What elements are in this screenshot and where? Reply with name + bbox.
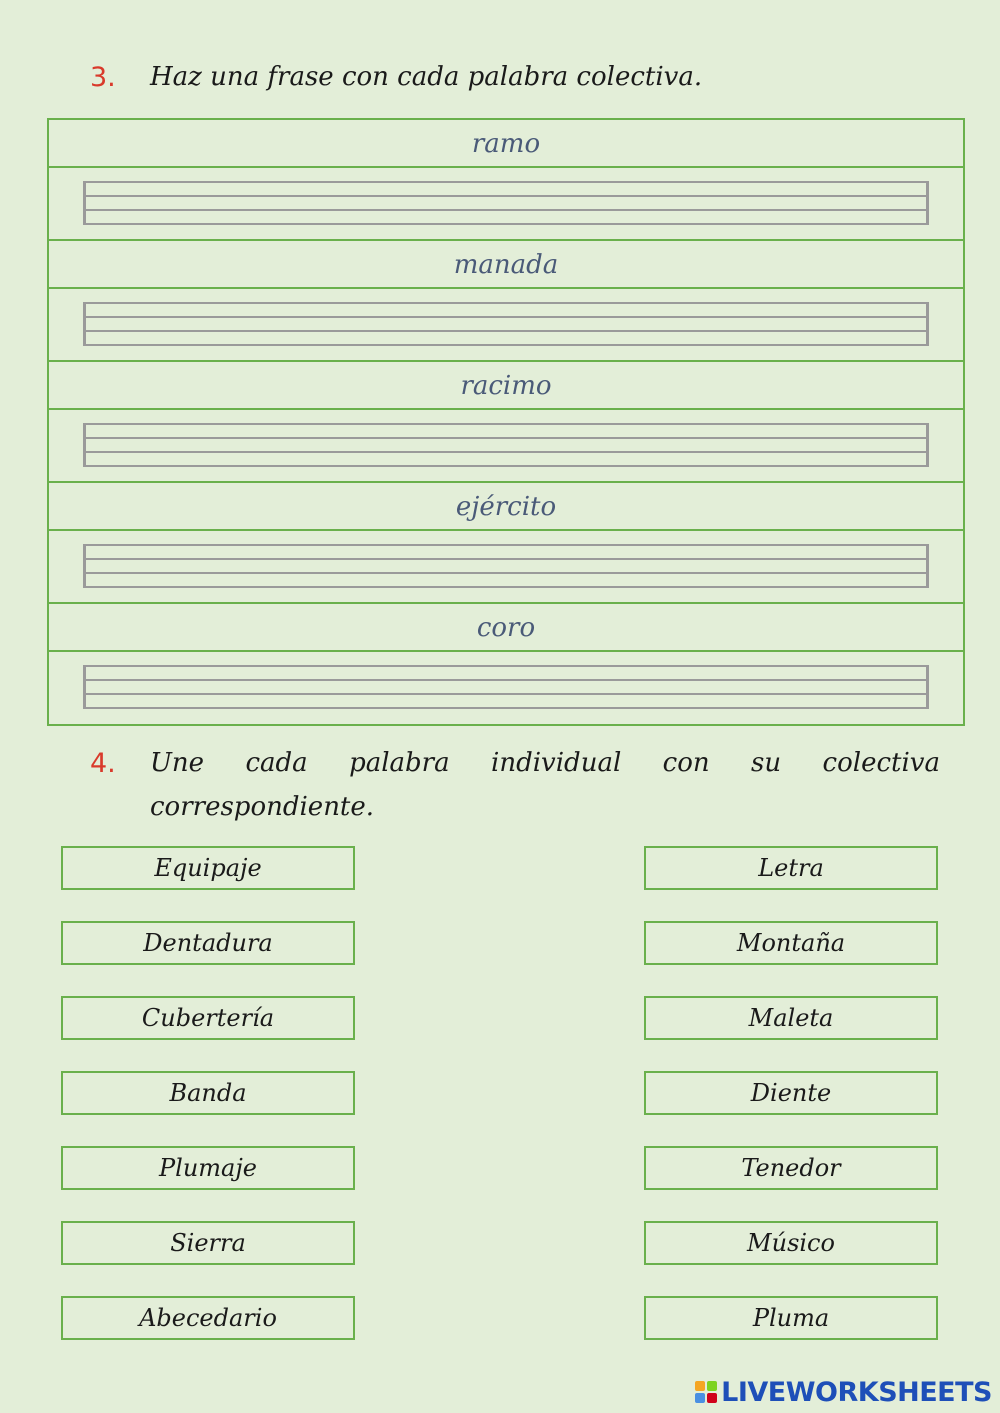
instruction-word: Une [150,748,205,778]
individual-word-box-left[interactable]: Cubertería [61,996,355,1040]
writing-lines[interactable] [83,665,929,709]
instruction-word: individual [491,748,622,778]
instruction-word: cada [245,748,308,778]
collective-words-table [47,118,965,726]
word-box-right[interactable]: Letra [644,846,938,890]
individual-word-box-left[interactable]: Sierra [61,1221,355,1265]
exercise-4-instruction-line1 [150,748,940,778]
word-box-right[interactable]: Pluma [644,1296,938,1340]
exercise-3-number: 3. [90,62,116,93]
instruction-word: con [662,748,710,778]
liveworksheets-logo[interactable] [695,1377,992,1407]
writing-lines[interactable] [83,181,929,225]
instruction-word: palabra [349,748,450,778]
collective-word: coro [49,604,963,652]
writing-lines-row[interactable] [49,652,963,725]
collective-word: ejército [49,483,963,531]
collective-word: ramo [49,120,963,168]
collective-word: racimo [49,362,963,410]
individual-word-box-left[interactable]: Dentadura [61,921,355,965]
writing-lines-row[interactable] [49,410,963,483]
exercise-3-instruction: Haz una frase con cada palabra colectiva. [150,62,703,92]
writing-lines-row[interactable] [49,531,963,604]
individual-word-box-left[interactable]: Banda [61,1071,355,1115]
individual-word-box-left[interactable]: Abecedario [61,1296,355,1340]
writing-lines[interactable] [83,544,929,588]
word-box-right[interactable]: Diente [644,1071,938,1115]
exercise-4-instruction-line2: correspondiente. [150,792,375,822]
individual-word-box-left[interactable]: Equipaje [61,846,355,890]
writing-lines[interactable] [83,423,929,467]
instruction-word: su [751,748,782,778]
writing-lines[interactable] [83,302,929,346]
individual-word-box-left[interactable]: Plumaje [61,1146,355,1190]
writing-lines-row[interactable] [49,168,963,241]
writing-lines-row[interactable] [49,289,963,362]
brand-name: LIVEWORKSHEETS [721,1376,992,1408]
word-box-right[interactable]: Músico [644,1221,938,1265]
instruction-word: colectiva [822,748,940,778]
exercise-4-number: 4. [90,748,116,779]
word-box-right[interactable]: Maleta [644,996,938,1040]
collective-word: manada [49,241,963,289]
word-box-right[interactable]: Tenedor [644,1146,938,1190]
word-box-right[interactable]: Montaña [644,921,938,965]
logo-icon [695,1381,717,1403]
